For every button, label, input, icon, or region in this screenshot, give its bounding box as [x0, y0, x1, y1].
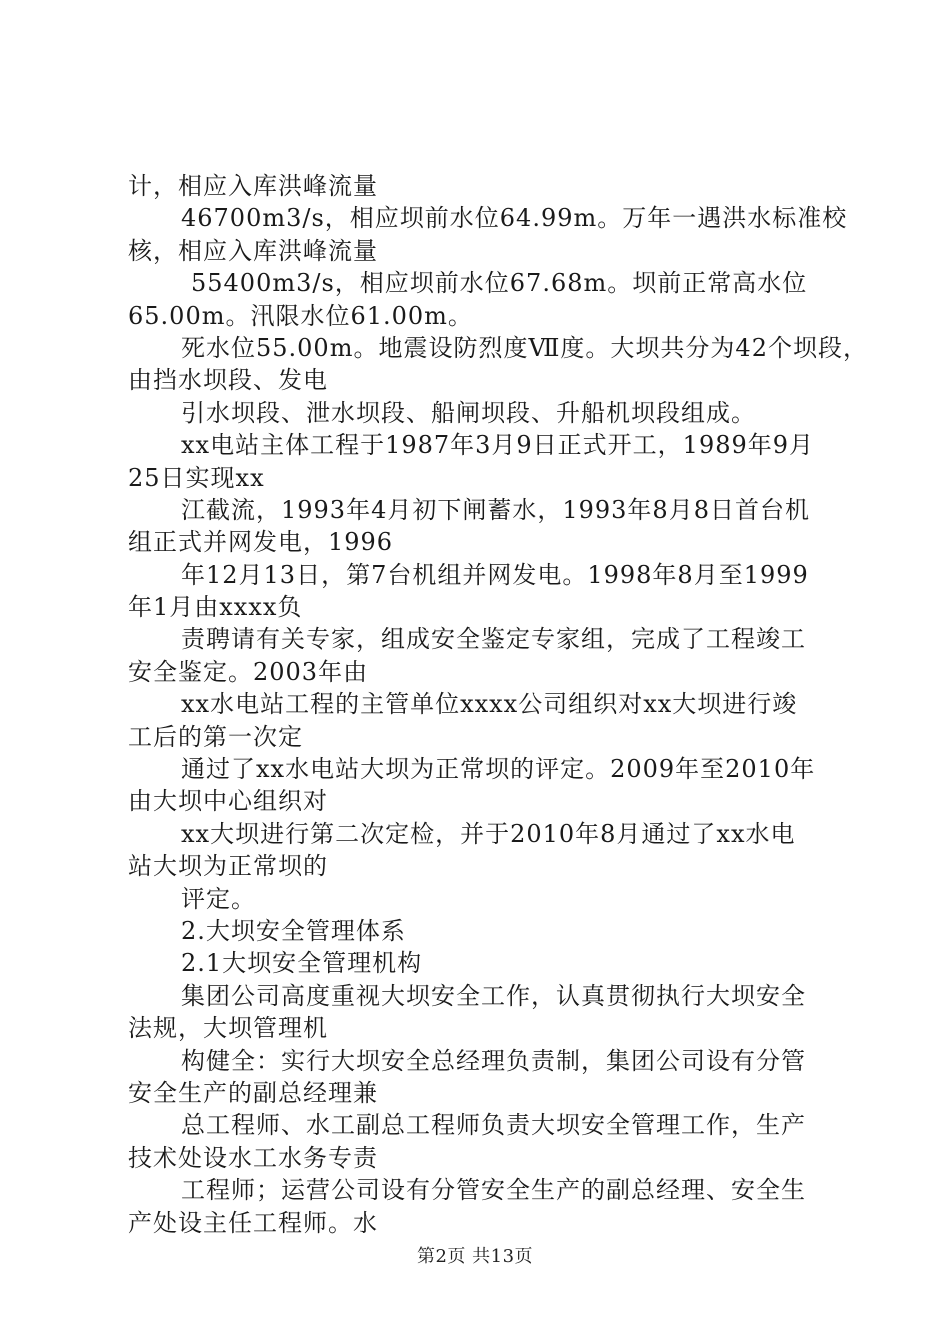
section-heading: 2.大坝安全管理体系 [181, 916, 406, 945]
text-line: 工后的第一次定 [128, 722, 303, 751]
text-line: 总工程师、水工副总工程师负责大坝安全管理工作，生产 [181, 1111, 806, 1140]
text-line: 年1月由xxxx负 [128, 593, 303, 622]
text-line: 站大坝为正常坝的 [128, 852, 328, 881]
text-line: 构健全：实行大坝安全总经理负责制，集团公司设有分管 [181, 1046, 806, 1075]
text-line: xx水电站工程的主管单位xxxx公司组织对xx大坝进行竣 [181, 690, 798, 719]
subsection-heading: 2.1大坝安全管理机构 [181, 949, 423, 978]
text-line: 责聘请有关专家，组成安全鉴定专家组，完成了工程竣工 [181, 625, 806, 654]
text-line: 法规，大坝管理机 [128, 1014, 328, 1043]
text-line: 产处设主任工程师。水 [128, 1208, 378, 1237]
text-line: 引水坝段、泄水坝段、船闸坝段、升船机坝段组成。 [181, 398, 756, 427]
text-line: 55400m3/s，相应坝前水位67.68m。坝前正常高水位 [191, 269, 808, 298]
text-line: 集团公司高度重视大坝安全工作，认真贯彻执行大坝安全 [181, 981, 806, 1010]
text-line: 安全鉴定。2003年由 [128, 657, 369, 686]
text-line: 由挡水坝段、发电 [128, 366, 328, 395]
text-line: 46700m3/s，相应坝前水位64.99m。万年一遇洪水标准校 [181, 204, 848, 233]
text-line: 65.00m。汛限水位61.00m。 [128, 301, 473, 330]
text-line: 江截流，1993年4月初下闸蓄水，1993年8月8日首台机 [181, 495, 810, 524]
text-line: 计，相应入库洪峰流量 [128, 172, 378, 200]
text-line: 年12月13日，第7台机组并网发电。1998年8月至1999 [181, 560, 809, 589]
text-line: 工程师；运营公司设有分管安全生产的副总经理、安全生 [181, 1176, 806, 1205]
page-number-footer: 第2页 共13页 [416, 1246, 534, 1267]
text-line: 核，相应入库洪峰流量 [128, 236, 378, 265]
text-line: 由大坝中心组织对 [128, 787, 328, 816]
text-line: 安全生产的副总经理兼 [128, 1078, 378, 1107]
text-line: 通过了xx水电站大坝为正常坝的评定。2009年至2010年 [181, 755, 816, 784]
body-text [128, 170, 868, 1239]
text-line: 死水位55.00m。地震设防烈度Ⅶ度。大坝共分为42个坝段， [181, 333, 868, 362]
text-line: xx电站主体工程于1987年3月9日正式开工，1989年9月 [181, 431, 815, 460]
text-line: 组正式并网发电，1996 [128, 528, 394, 557]
text-line: xx大坝进行第二次定检，并于2010年8月通过了xx水电 [181, 819, 796, 848]
text-line: 技术处设水工水务专责 [128, 1143, 378, 1172]
text-line: 25日实现xx [128, 463, 265, 492]
text-line: 评定。 [181, 884, 256, 913]
